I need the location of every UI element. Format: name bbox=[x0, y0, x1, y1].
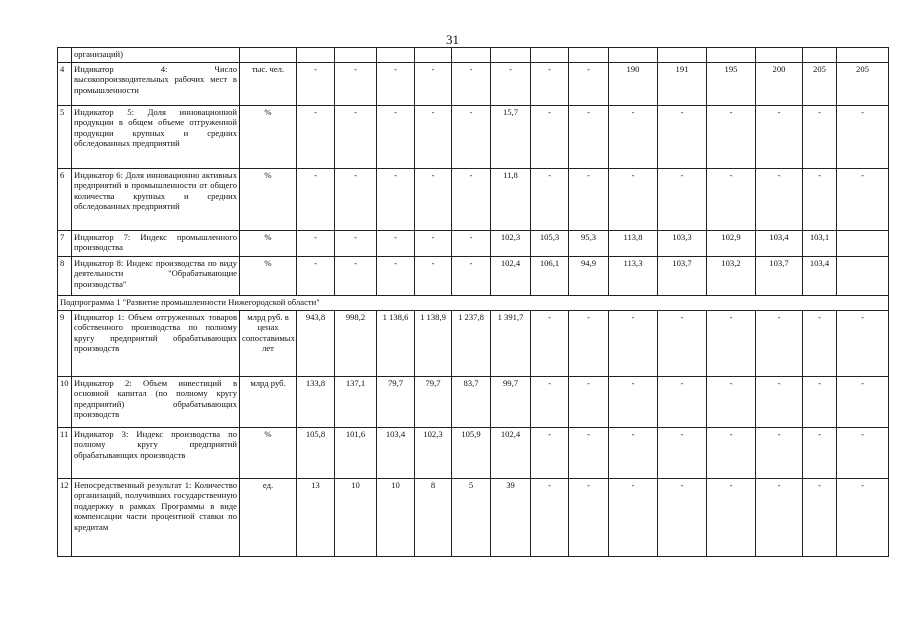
value-cell: - bbox=[415, 231, 452, 257]
indicator-name-cell: Индикатор 4: Число высокопроизводительных рабочих мест в промышленности bbox=[72, 63, 240, 106]
value-cell: - bbox=[803, 377, 837, 428]
value-cell bbox=[707, 48, 756, 63]
value-cell: 103,2 bbox=[707, 257, 756, 296]
value-cell: - bbox=[756, 169, 803, 231]
value-cell: - bbox=[297, 231, 335, 257]
value-cell: - bbox=[609, 311, 658, 377]
value-cell: 106,1 bbox=[531, 257, 569, 296]
value-cell: - bbox=[658, 311, 707, 377]
value-cell: - bbox=[756, 428, 803, 479]
value-cell: - bbox=[531, 377, 569, 428]
value-cell: 133,8 bbox=[297, 377, 335, 428]
indicator-name-cell: Индикатор 6: Доля инновационно активных предприятий в промышленности от общего количества крупных и средних обследованных предприятий bbox=[72, 169, 240, 231]
value-cell: 205 bbox=[837, 63, 889, 106]
value-cell: - bbox=[756, 479, 803, 557]
value-cell: - bbox=[658, 479, 707, 557]
value-cell: - bbox=[491, 63, 531, 106]
value-cell bbox=[415, 48, 452, 63]
value-cell: - bbox=[803, 169, 837, 231]
row-number-cell: 10 bbox=[58, 377, 72, 428]
table-row bbox=[58, 428, 889, 479]
value-cell: - bbox=[707, 428, 756, 479]
value-cell: 103,4 bbox=[756, 231, 803, 257]
value-cell: 13 bbox=[297, 479, 335, 557]
unit-cell: % bbox=[240, 428, 297, 479]
table-row bbox=[58, 479, 889, 557]
value-cell: 102,3 bbox=[491, 231, 531, 257]
value-cell: - bbox=[569, 106, 609, 169]
value-cell: - bbox=[837, 169, 889, 231]
value-cell: - bbox=[377, 169, 415, 231]
unit-cell: млрд руб. bbox=[240, 377, 297, 428]
row-number-cell: 6 bbox=[58, 169, 72, 231]
value-cell: - bbox=[837, 106, 889, 169]
value-cell: 113,3 bbox=[609, 257, 658, 296]
value-cell: 79,7 bbox=[377, 377, 415, 428]
section-row bbox=[58, 296, 889, 311]
value-cell: - bbox=[335, 106, 377, 169]
row-number-cell: 9 bbox=[58, 311, 72, 377]
value-cell: 101,6 bbox=[335, 428, 377, 479]
value-cell: - bbox=[297, 106, 335, 169]
value-cell bbox=[837, 257, 889, 296]
value-cell bbox=[756, 48, 803, 63]
value-cell: 1 138,9 bbox=[415, 311, 452, 377]
value-cell: - bbox=[452, 63, 491, 106]
value-cell bbox=[658, 48, 707, 63]
value-cell: - bbox=[756, 106, 803, 169]
table-row bbox=[58, 231, 889, 257]
value-cell: 195 bbox=[707, 63, 756, 106]
value-cell: 191 bbox=[658, 63, 707, 106]
value-cell: 102,9 bbox=[707, 231, 756, 257]
value-cell: - bbox=[837, 311, 889, 377]
value-cell bbox=[531, 48, 569, 63]
value-cell: - bbox=[707, 169, 756, 231]
value-cell: 103,1 bbox=[803, 231, 837, 257]
value-cell: 11,8 bbox=[491, 169, 531, 231]
value-cell: 103,3 bbox=[658, 231, 707, 257]
value-cell: 943,8 bbox=[297, 311, 335, 377]
row-number-cell: 5 bbox=[58, 106, 72, 169]
value-cell: - bbox=[803, 311, 837, 377]
value-cell: - bbox=[377, 106, 415, 169]
row-number-cell: 12 bbox=[58, 479, 72, 557]
table-body bbox=[58, 48, 889, 557]
value-cell: - bbox=[609, 479, 658, 557]
row-number-cell: 7 bbox=[58, 231, 72, 257]
table-row bbox=[58, 377, 889, 428]
value-cell: - bbox=[335, 231, 377, 257]
value-cell bbox=[837, 48, 889, 63]
value-cell: - bbox=[531, 63, 569, 106]
unit-cell bbox=[240, 48, 297, 63]
value-cell: - bbox=[415, 106, 452, 169]
indicator-name-cell: Индикатор 7: Индекс промышленного производства bbox=[72, 231, 240, 257]
value-cell: - bbox=[658, 106, 707, 169]
value-cell: 39 bbox=[491, 479, 531, 557]
page-number: 31 bbox=[446, 32, 459, 47]
value-cell: - bbox=[297, 257, 335, 296]
value-cell: - bbox=[803, 428, 837, 479]
value-cell: 103,4 bbox=[377, 428, 415, 479]
value-cell: 105,3 bbox=[531, 231, 569, 257]
unit-cell: % bbox=[240, 169, 297, 231]
table-row bbox=[58, 257, 889, 296]
value-cell: - bbox=[707, 106, 756, 169]
table-row bbox=[58, 48, 889, 63]
value-cell bbox=[609, 48, 658, 63]
value-cell bbox=[377, 48, 415, 63]
value-cell: - bbox=[837, 479, 889, 557]
value-cell: 200 bbox=[756, 63, 803, 106]
value-cell: - bbox=[452, 257, 491, 296]
value-cell: - bbox=[415, 169, 452, 231]
subprogram-title: Подпрограмма 1 "Развитие промышленности Нижегородской области" bbox=[58, 296, 889, 311]
value-cell: - bbox=[658, 377, 707, 428]
value-cell: - bbox=[609, 428, 658, 479]
row-number-cell: 4 bbox=[58, 63, 72, 106]
value-cell: 95,3 bbox=[569, 231, 609, 257]
value-cell: - bbox=[569, 311, 609, 377]
value-cell: 105,8 bbox=[297, 428, 335, 479]
indicator-name-cell: организаций) bbox=[72, 48, 240, 63]
value-cell: 113,8 bbox=[609, 231, 658, 257]
value-cell bbox=[335, 48, 377, 63]
value-cell: - bbox=[452, 106, 491, 169]
value-cell: 99,7 bbox=[491, 377, 531, 428]
unit-cell: % bbox=[240, 106, 297, 169]
value-cell: - bbox=[377, 257, 415, 296]
table-row bbox=[58, 106, 889, 169]
value-cell: - bbox=[452, 231, 491, 257]
unit-cell: % bbox=[240, 257, 297, 296]
unit-cell: тыс. чел. bbox=[240, 63, 297, 106]
value-cell: - bbox=[415, 63, 452, 106]
value-cell bbox=[569, 48, 609, 63]
value-cell: - bbox=[609, 106, 658, 169]
value-cell: - bbox=[297, 169, 335, 231]
value-cell bbox=[837, 231, 889, 257]
value-cell: - bbox=[837, 428, 889, 479]
value-cell: - bbox=[335, 257, 377, 296]
value-cell bbox=[452, 48, 491, 63]
value-cell: - bbox=[756, 377, 803, 428]
value-cell: 5 bbox=[452, 479, 491, 557]
value-cell: - bbox=[837, 377, 889, 428]
value-cell: - bbox=[531, 311, 569, 377]
value-cell: - bbox=[335, 169, 377, 231]
value-cell: 998,2 bbox=[335, 311, 377, 377]
value-cell: 137,1 bbox=[335, 377, 377, 428]
indicators-table bbox=[57, 47, 889, 557]
value-cell: 103,7 bbox=[658, 257, 707, 296]
value-cell: 10 bbox=[335, 479, 377, 557]
value-cell: - bbox=[569, 479, 609, 557]
value-cell: 102,3 bbox=[415, 428, 452, 479]
value-cell: 102,4 bbox=[491, 257, 531, 296]
value-cell: - bbox=[803, 106, 837, 169]
value-cell: 1 391,7 bbox=[491, 311, 531, 377]
unit-cell: млрд руб. в ценах сопоставимых лет bbox=[240, 311, 297, 377]
value-cell: - bbox=[707, 311, 756, 377]
value-cell: - bbox=[609, 377, 658, 428]
value-cell: - bbox=[531, 106, 569, 169]
indicator-name-cell: Индикатор 2: Объем инвестиций в основной капитал (по полному кругу предприятий) обрабатывающих производств bbox=[72, 377, 240, 428]
row-number-cell bbox=[58, 48, 72, 63]
value-cell: - bbox=[531, 428, 569, 479]
value-cell: 103,7 bbox=[756, 257, 803, 296]
value-cell: 102,4 bbox=[491, 428, 531, 479]
value-cell: - bbox=[335, 63, 377, 106]
row-number-cell: 8 bbox=[58, 257, 72, 296]
indicator-name-cell: Непосредственный результат 1: Количество организаций, получивших государственную поддержку в рамках Программы в виде компенсации части процентной ставки по кредитам bbox=[72, 479, 240, 557]
value-cell: 10 bbox=[377, 479, 415, 557]
row-number-cell: 11 bbox=[58, 428, 72, 479]
value-cell: 190 bbox=[609, 63, 658, 106]
value-cell: - bbox=[803, 479, 837, 557]
value-cell: 83,7 bbox=[452, 377, 491, 428]
value-cell: - bbox=[377, 63, 415, 106]
table-row bbox=[58, 63, 889, 106]
value-cell: - bbox=[569, 377, 609, 428]
value-cell: - bbox=[658, 428, 707, 479]
indicator-name-cell: Индикатор 1: Объем отгруженных товаров собственного производства по полному кругу предприятий обрабатывающих производств bbox=[72, 311, 240, 377]
indicator-name-cell: Индикатор 5: Доля инновационной продукции в общем объеме отгруженной продукции крупных и средних обследованных предприятий bbox=[72, 106, 240, 169]
table-row bbox=[58, 311, 889, 377]
value-cell: 8 bbox=[415, 479, 452, 557]
value-cell: - bbox=[569, 169, 609, 231]
value-cell: - bbox=[707, 479, 756, 557]
value-cell: - bbox=[415, 257, 452, 296]
value-cell: - bbox=[569, 428, 609, 479]
value-cell: - bbox=[531, 479, 569, 557]
value-cell: - bbox=[756, 311, 803, 377]
value-cell: - bbox=[658, 169, 707, 231]
value-cell: - bbox=[297, 63, 335, 106]
value-cell: - bbox=[609, 169, 658, 231]
value-cell: - bbox=[377, 231, 415, 257]
value-cell bbox=[491, 48, 531, 63]
indicator-name-cell: Индикатор 3: Индекс производства по полному кругу предприятий обрабатывающих производств bbox=[72, 428, 240, 479]
value-cell: 205 bbox=[803, 63, 837, 106]
value-cell: - bbox=[452, 169, 491, 231]
value-cell: 1 138,6 bbox=[377, 311, 415, 377]
value-cell: 94,9 bbox=[569, 257, 609, 296]
value-cell: 1 237,8 bbox=[452, 311, 491, 377]
table-row bbox=[58, 169, 889, 231]
value-cell: 15,7 bbox=[491, 106, 531, 169]
value-cell: - bbox=[707, 377, 756, 428]
unit-cell: ед. bbox=[240, 479, 297, 557]
value-cell: 105,9 bbox=[452, 428, 491, 479]
unit-cell: % bbox=[240, 231, 297, 257]
indicator-name-cell: Индикатор 8: Индекс производства по виду деятельности "Обрабатывающие производства" bbox=[72, 257, 240, 296]
value-cell: 79,7 bbox=[415, 377, 452, 428]
value-cell bbox=[803, 48, 837, 63]
value-cell: - bbox=[569, 63, 609, 106]
value-cell: 103,4 bbox=[803, 257, 837, 296]
value-cell: - bbox=[531, 169, 569, 231]
value-cell bbox=[297, 48, 335, 63]
